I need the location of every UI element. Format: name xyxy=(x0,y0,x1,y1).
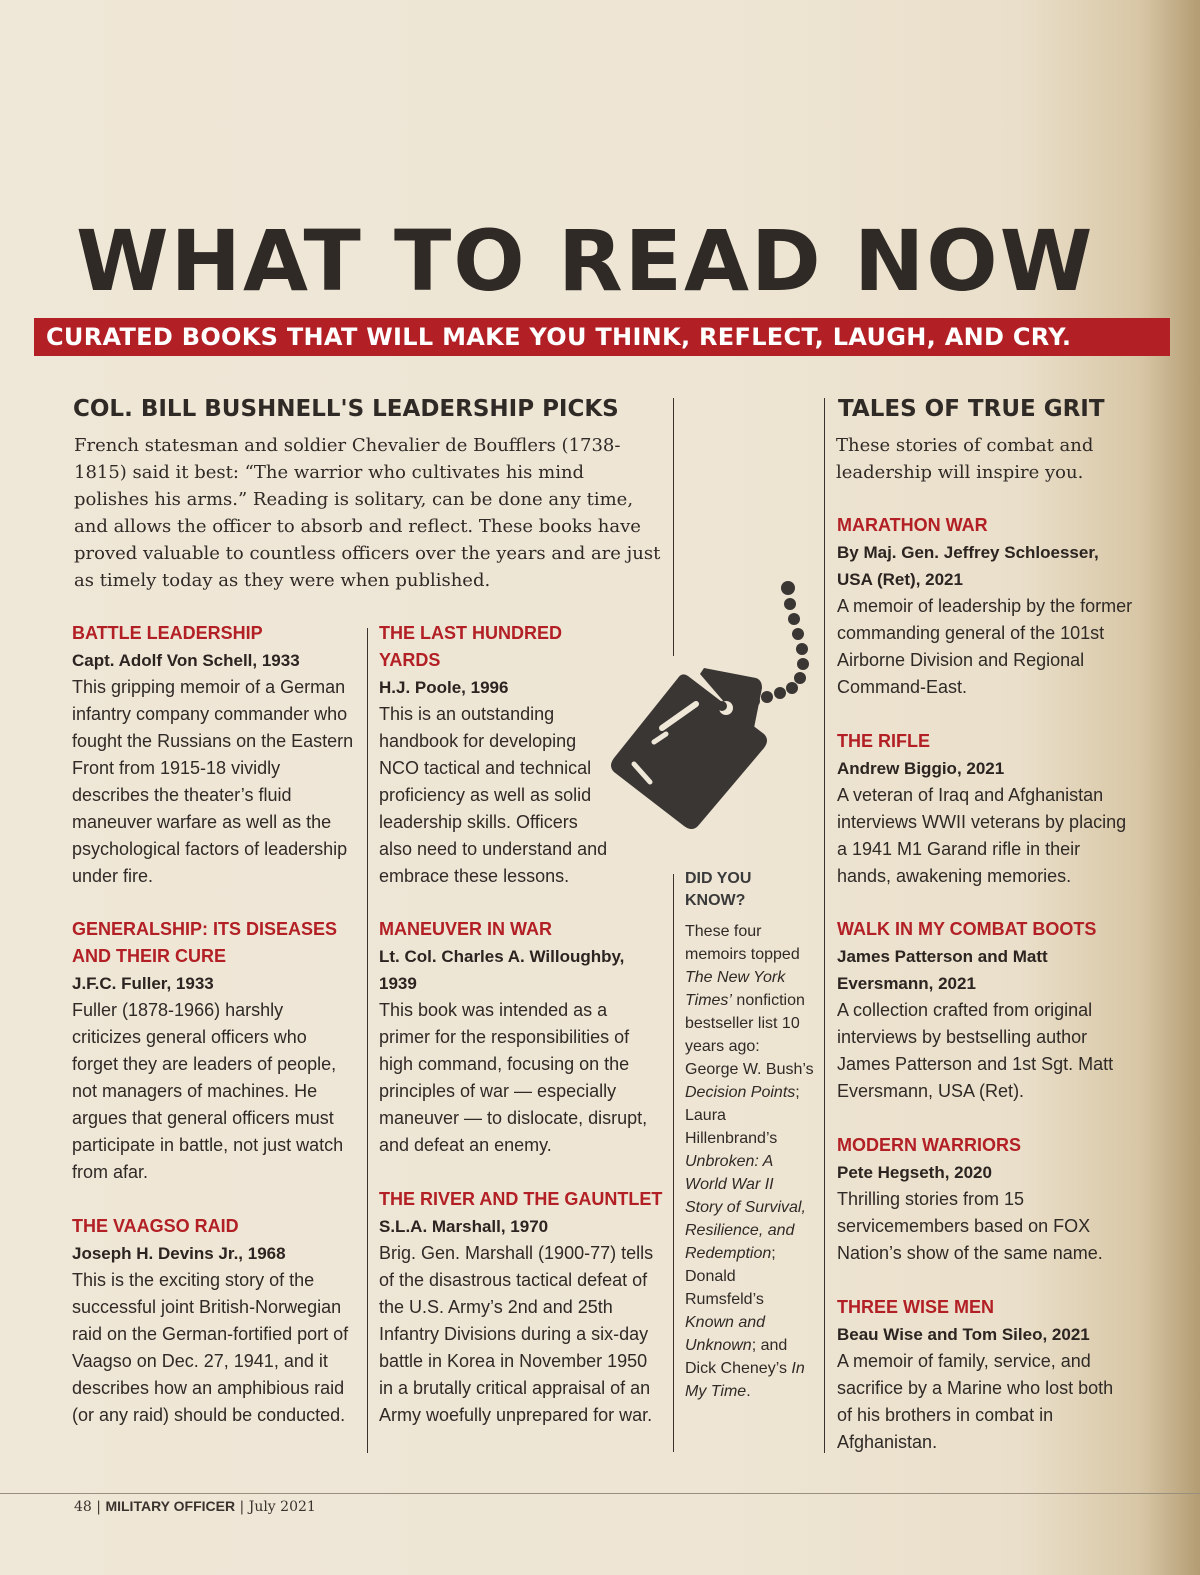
book-description: A memoir of leadership by the former commanding general of the 101st Airborne Division and Regional Command-East. xyxy=(837,596,1133,697)
page-title: WHAT TO READ NOW xyxy=(76,212,1095,310)
column-divider-col2-dyk xyxy=(673,874,674,1452)
book-author: By Maj. Gen. Jeffrey Schloesser, USA (Ret), 2021 xyxy=(837,543,1099,589)
book-author: Joseph H. Devins Jr., 1968 xyxy=(72,1244,286,1263)
book-title: THE RIFLE xyxy=(837,731,930,751)
book-author: J.F.C. Fuller, 1933 xyxy=(72,974,214,993)
book-entry xyxy=(837,512,1137,701)
book-description: Brig. Gen. Marshall (1900-77) tells of the disastrous tactical defeat of the U.S. Army’s 2nd and 25th Infantry Divisions during a six-day battle in Korea in November 1950 in a brutally critical appraisal of an Army woefully unprepared for war. xyxy=(379,1243,654,1425)
leadership-picks-intro: French statesman and soldier Chevalier de Boufflers (1738-1815) said it best: “The warrior who cultivates his mind polishes his arms.” Reading is solitary, can be done any time, and allows the officer to absorb and reflect. These books have proved valuable to countless officers over the years and are just as timely today as they were when published. xyxy=(74,435,661,591)
did-you-know-text: nonfiction bestseller list 10 years ago: George W. Bush’s xyxy=(685,992,814,1078)
book-entry xyxy=(837,1294,1127,1456)
book-description: Fuller (1878-1966) harshly criticizes general officers who forget they are leaders of people, not managers of machines. He argues that general officers must participate in battle, not just watch from afar. xyxy=(72,1000,344,1182)
book-entry xyxy=(72,620,356,890)
book-title: BATTLE LEADERSHIP xyxy=(72,623,263,643)
book-author: Pete Hegseth, 2020 xyxy=(837,1163,992,1182)
leadership-picks-heading: COL. BILL BUSHNELL'S LEADERSHIP PICKS xyxy=(73,396,619,422)
book-entry xyxy=(72,1213,356,1429)
did-you-know-italic: In My Time xyxy=(685,1360,805,1400)
did-you-know-italic: Unbroken: A World War II Story of Survival, Resilience, and Redemption xyxy=(685,1153,806,1262)
book-author: Beau Wise and Tom Sileo, 2021 xyxy=(837,1325,1090,1344)
true-grit-intro: These stories of combat and leadership will inspire you. xyxy=(836,435,1094,483)
book-description: A veteran of Iraq and Afghanistan interviews WWII veterans by placing a 1941 M1 Garand rifle in their hands, awakening memories. xyxy=(837,785,1127,886)
book-description: This gripping memoir of a German infantry company commander who fought the Russians on the Eastern Front from 1915-18 vividly describes the theater’s fluid maneuver warfare as well as the psychological factors of leadership under fire. xyxy=(72,677,354,886)
book-title: MARATHON WAR xyxy=(837,515,988,535)
book-description: This is the exciting story of the successful joint British-Norwegian raid on the German-fortified port of Vaagso on Dec. 27, 1941, and it describes how an amphibious raid (or any raid) should be conducted. xyxy=(72,1270,349,1425)
did-you-know-text: ; Laura Hillenbrand’s xyxy=(685,1084,800,1147)
book-author: S.L.A. Marshall, 1970 xyxy=(379,1217,549,1236)
book-title: THREE WISE MEN xyxy=(837,1297,995,1317)
book-title: THE LAST HUNDRED YARDS xyxy=(379,623,562,670)
did-you-know-text: ; Donald Rumsfeld’s xyxy=(685,1245,776,1308)
book-author: Lt. Col. Charles A. Willoughby, 1939 xyxy=(379,947,625,993)
footer-rule xyxy=(0,1493,1200,1494)
book-author: Capt. Adolf Von Schell, 1933 xyxy=(72,651,300,670)
book-entry xyxy=(379,1186,663,1429)
did-you-know-body xyxy=(685,920,815,1403)
book-title: GENERALSHIP: ITS DISEASES AND THEIR CURE xyxy=(72,919,338,966)
book-title: THE RIVER AND THE GAUNTLET xyxy=(379,1189,663,1209)
book-description: This book was intended as a primer for the responsibilities of high command, focusing on the principles of war — especially maneuver — to dislocate, disrupt, and defeat an enemy. xyxy=(379,1000,648,1155)
book-author: Andrew Biggio, 2021 xyxy=(837,759,1005,778)
book-description: A collection crafted from original interviews by bestselling author James Patterson and 1st Sgt. Matt Eversmann, USA (Ret). xyxy=(837,1000,1114,1101)
did-you-know-text: . xyxy=(746,1383,751,1400)
book-title: WALK IN MY COMBAT BOOTS xyxy=(837,919,1097,939)
book-author: James Patterson and Matt Eversmann, 2021 xyxy=(837,947,1048,993)
did-you-know-text: ; and Dick Cheney’s xyxy=(685,1337,792,1377)
book-title: MODERN WARRIORS xyxy=(837,1135,1021,1155)
book-entry xyxy=(837,728,1127,890)
issue-date: July 2021 xyxy=(248,1499,316,1515)
column-divider-col1-col2 xyxy=(367,628,368,1453)
subtitle-text: CURATED BOOKS THAT WILL MAKE YOU THINK, REFLECT, LAUGH, AND CRY. xyxy=(46,323,1072,351)
book-entry xyxy=(379,620,615,890)
book-description: Thrilling stories from 15 servicemembers based on FOX Nation’s show of the same name. xyxy=(837,1189,1103,1263)
book-entry xyxy=(72,916,356,1186)
dog-tag-icon xyxy=(604,578,822,840)
book-entry xyxy=(837,1132,1127,1267)
did-you-know-italic: Known and Unknown xyxy=(685,1314,766,1354)
book-author: H.J. Poole, 1996 xyxy=(379,678,509,697)
subtitle-banner xyxy=(34,318,1170,356)
did-you-know-text: These four memoirs topped xyxy=(685,923,800,963)
book-description: A memoir of family, service, and sacrifice by a Marine who lost both of his brothers in combat in Afghanistan. xyxy=(837,1351,1114,1452)
page-footer: 48 | MILITARY OFFICER | July 2021 xyxy=(74,1498,316,1515)
did-you-know-italic: Decision Points xyxy=(685,1084,796,1101)
did-you-know-italic: The New York Times’ xyxy=(685,969,786,1009)
true-grit-heading: TALES OF TRUE GRIT xyxy=(838,396,1105,422)
book-description: This is an outstanding handbook for developing NCO tactical and technical proficiency as well as solid leadership skills. Officers also need to understand and embrace these lessons. xyxy=(379,704,608,886)
magazine-name: MILITARY OFFICER xyxy=(105,1498,236,1514)
column-divider-right xyxy=(824,398,825,1453)
did-you-know-title: DID YOU KNOW? xyxy=(685,870,752,909)
page-number: 48 xyxy=(74,1499,92,1515)
book-entry xyxy=(837,916,1127,1105)
book-entry xyxy=(379,916,661,1159)
book-title: MANEUVER IN WAR xyxy=(379,919,553,939)
book-title: THE VAAGSO RAID xyxy=(72,1216,239,1236)
